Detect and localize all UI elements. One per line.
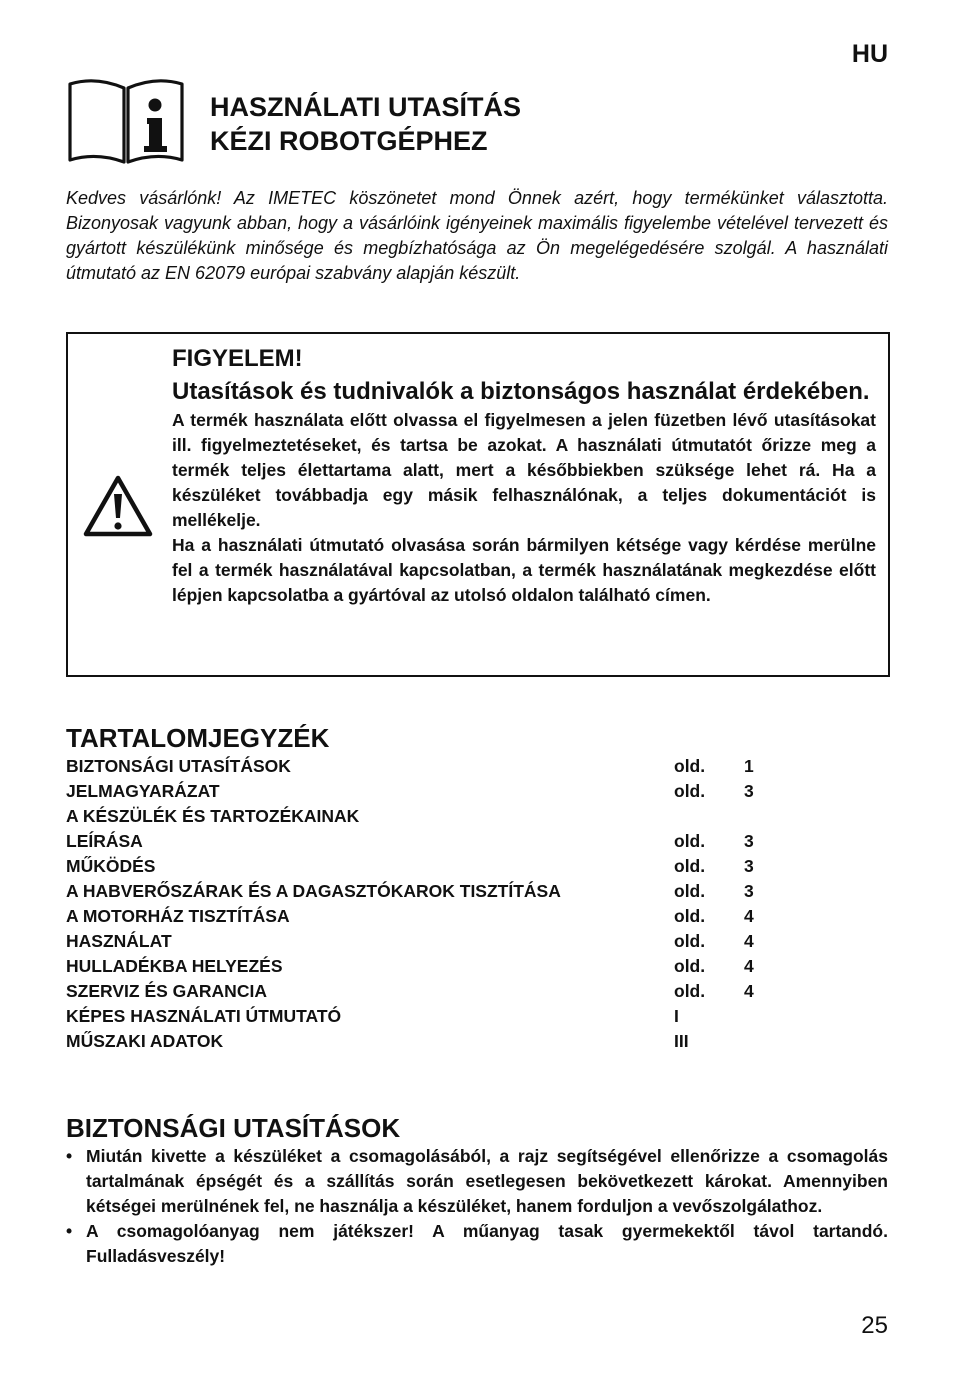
toc-entry-page: 1 <box>744 756 754 776</box>
toc-entry-old: old. <box>674 981 706 1001</box>
toc-entry-old: old. <box>674 881 706 901</box>
toc-row <box>66 829 888 854</box>
toc-entry-page: 3 <box>744 831 754 851</box>
list-item-text: A csomagolóanyag nem játékszer! A műanyag tasak gyermekektől távol tartandó. Fulladásveszély! <box>86 1221 888 1266</box>
toc-entry-page: 3 <box>744 881 754 901</box>
toc-entry-title: LEÍRÁSA <box>66 831 143 851</box>
toc-entry-page: 4 <box>744 956 754 976</box>
toc-entry-page: 4 <box>744 931 754 951</box>
toc-entry-page: 4 <box>744 981 754 1001</box>
toc-entry-title: A MOTORHÁZ TISZTÍTÁSA <box>66 906 290 926</box>
warning-heading: FIGYELEM! <box>172 345 303 372</box>
manual-info-icon <box>66 78 186 166</box>
toc-entry-title: A KÉSZÜLÉK ÉS TARTOZÉKAINAK <box>66 806 360 826</box>
toc-entry-old: old. <box>674 906 706 926</box>
title-line-1: HASZNÁLATI UTASÍTÁS <box>210 92 521 122</box>
toc-row <box>66 1029 888 1054</box>
warning-paragraph-2: Ha a használati útmutató olvasása során bármilyen kétsége vagy kérdése merülne fel a termék használatával kapcsolatban, a termék használatának megkezdése előtt lépjen kapcsolatba a gyártóval az utolsó oldalon található címen. <box>172 535 876 605</box>
toc-entry-old: old. <box>674 831 706 851</box>
safety-list <box>66 1144 888 1269</box>
toc-entry-page: 3 <box>744 856 754 876</box>
toc-entry-title: BIZTONSÁGI UTASÍTÁSOK <box>66 756 291 776</box>
toc-list <box>66 754 888 1054</box>
toc-entry-title: SZERVIZ ÉS GARANCIA <box>66 981 267 1001</box>
toc-entry-title: HASZNÁLAT <box>66 931 172 951</box>
toc-title: TARTALOMJEGYZÉK <box>66 723 330 753</box>
bullet-dot: • <box>66 1146 73 1166</box>
toc-row <box>66 754 888 779</box>
document-title <box>210 90 521 158</box>
bullet-dot: • <box>66 1221 73 1241</box>
toc-row <box>66 929 888 954</box>
toc-row <box>66 904 888 929</box>
toc-entry-page: 3 <box>744 781 754 801</box>
toc-entry-old: old. <box>674 856 706 876</box>
toc-entry-title: MŰSZAKI ADATOK <box>66 1031 224 1051</box>
toc-entry-title: JELMAGYARÁZAT <box>66 781 220 801</box>
toc-entry-title: MŰKÖDÉS <box>66 856 156 876</box>
toc-row <box>66 879 888 904</box>
warning-body <box>172 342 876 608</box>
toc-entry-title: A HABVERŐSZÁRAK ÉS A DAGASZTÓKAROK TISZTÍTÁSA <box>66 881 561 901</box>
list-item <box>66 1144 888 1219</box>
toc-entry-old: old. <box>674 931 706 951</box>
page-number: 25 <box>861 1312 888 1339</box>
toc-entry-old: old. <box>674 756 706 776</box>
toc-entry-title: KÉPES HASZNÁLATI ÚTMUTATÓ <box>66 1006 342 1026</box>
toc-row <box>66 954 888 979</box>
safety-title: BIZTONSÁGI UTASÍTÁSOK <box>66 1113 401 1143</box>
toc-entry-old: III <box>674 1031 689 1051</box>
toc-row <box>66 979 888 1004</box>
toc-entry-old: old. <box>674 781 706 801</box>
title-line-2: KÉZI ROBOTGÉPHEZ <box>210 126 488 156</box>
list-item <box>66 1219 888 1269</box>
toc-row <box>66 854 888 879</box>
warning-paragraph-1: A termék használata előtt olvassa el figyelmesen a jelen füzetben lévő utasításokat ill. figyelmeztetéseket, és tartsa be azokat. A használati útmutatót őrizze meg a termék teljes élettartama alatt, mert a későbbiekben szüksége lehet rá. Ha a készüléket továbbadja egy másik felhasználónak, a teljes dokumentációt is mellékelje. <box>172 410 876 530</box>
toc-row <box>66 804 888 829</box>
language-code: HU <box>851 40 888 68</box>
toc-entry-old: I <box>674 1006 679 1026</box>
toc-row <box>66 1004 888 1029</box>
warning-box <box>66 332 890 677</box>
warning-subheading: Utasítások és tudnivalók a biztonságos használat érdekében. <box>172 378 870 405</box>
list-item-text: Miután kivette a készüléket a csomagolásából, a rajz segítségével ellenőrizze a csomagolás tartalmának épségét és a szállítás során esetlegesen bekövetkezett károkat. Amennyiben kétségei merülnének fel, ne használja a készüléket, hanem forduljon a vevőszolgálathoz. <box>86 1146 888 1216</box>
toc-row <box>66 779 888 804</box>
toc-entry-title: HULLADÉKBA HELYEZÉS <box>66 956 283 976</box>
intro-paragraph: Kedves vásárlónk! Az IMETEC köszönetet mond Önnek azért, hogy termékünket választotta. Bizonyosak vagyunk abban, hogy a vásárlóink igényeinek maximális figyelembe vételével tervezett és gyártott készülékünk minősége és megbízhatósága az Ön megelégedésére szolgál. A használati útmutató az EN 62079 európai szabvány alapján készült. <box>66 188 888 283</box>
toc-entry-old: old. <box>674 956 706 976</box>
table-of-contents <box>66 722 888 1054</box>
toc-entry-page: 4 <box>744 906 754 926</box>
warning-triangle-icon <box>82 474 154 538</box>
safety-section <box>66 1112 888 1269</box>
